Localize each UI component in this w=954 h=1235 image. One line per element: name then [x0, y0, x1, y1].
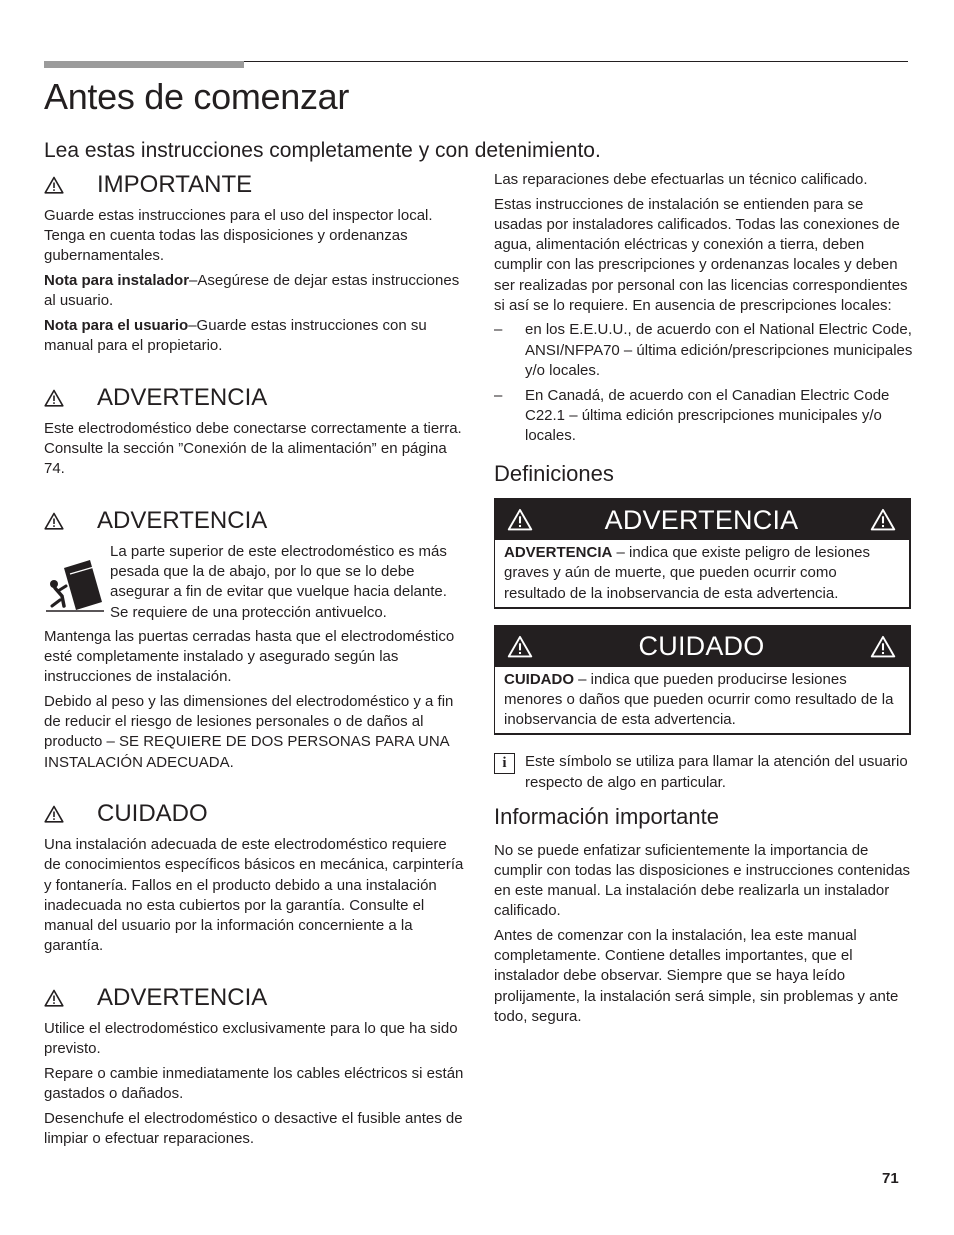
- advertencia-3-p2: Repare o cambie inmediatamente los cables eléctricos si están gastados o dañados.: [44, 1064, 464, 1103]
- left-column: [44, 170, 464, 1154]
- cuidado-box-title: CUIDADO: [638, 631, 765, 662]
- top-rule-accent: [44, 61, 244, 68]
- tip-over-text: La parte superior de este electrodoméstico es más pesada que la de abajo, por lo que se lo debe asegurar a fin de evitar que vuelque hacia delante. Se requiere de una protección antivuelco.: [110, 543, 447, 621]
- page-title: Antes de comenzar: [44, 76, 350, 117]
- importante-p1: Guarde estas instrucciones para el uso del inspector local. Tenga en cuenta todas las disposiciones y ordenanzas gubernamentales.: [44, 207, 433, 265]
- importante-heading: [44, 170, 464, 200]
- advertencia-heading-3: [44, 983, 464, 1013]
- advertencia-heading-2: [44, 506, 464, 536]
- definiciones-heading: Definiciones: [494, 461, 614, 487]
- info-icon: i: [494, 753, 515, 774]
- warning-triangle-icon: [44, 805, 64, 823]
- informacion-heading: Información importante: [494, 803, 719, 829]
- importante-section: [44, 170, 464, 356]
- advertencia-2-p2: Debido al peso y las dimensiones del electrodoméstico y a fin de reducir el riesgo de lesiones personales o de daños al producto – SE REQUIERE DE DOS PERSONAS PARA UNA INSTALACIÓN ADECUADA.: [44, 692, 454, 771]
- advertencia-heading-1: [44, 383, 464, 413]
- advertencia-section-1: [44, 383, 464, 480]
- advertencia-box-header: [495, 499, 909, 540]
- informacion-p1: No se puede enfatizar suficientemente la importancia de cumplir con todas las disposiciones e instrucciones contenidas en este manual. La instalación debe realizarla un instalador calificado.: [494, 841, 911, 920]
- cuidado-term: CUIDADO: [504, 670, 574, 688]
- cuidado-definition: – indica que pueden producirse lesiones menores o daños que pueden ocurrir como resultado de la inobservancia de esta advertencia.: [504, 670, 894, 729]
- advertencia-3-p1: Utilice el electrodoméstico exclusivamente para lo que ha sido previsto.: [44, 1019, 458, 1058]
- advertencia-definition-box: [494, 498, 911, 609]
- warning-triangle-icon: [44, 512, 64, 530]
- tip-over-figure-row: [44, 542, 464, 623]
- nota-instalador-text: –Asegúrese de dejar estas instrucciones al usuario.: [44, 272, 460, 310]
- cuidado-definition-box: [494, 625, 911, 736]
- informacion-p2: Antes de comenzar con la instalación, lea este manual completamente. Contiene detalles importantes, que el instalador debe observar. Siempre que se haya leído prolijamente, la instalación será simple, sin problemas y ante todo, segura.: [494, 927, 899, 1025]
- advertencia-box-body: [495, 540, 909, 607]
- advertencia-3-p3: Desenchufe el electrodoméstico o desactive el fusible antes de limpiar o efectuar reparaciones.: [44, 1109, 463, 1147]
- warning-triangle-icon: [507, 508, 533, 531]
- advertencia-1-p1: Este electrodoméstico debe conectarse correctamente a tierra. Consulte la sección ”Conexión de la alimentación” en página 74.: [44, 419, 462, 478]
- advertencia-title-1: ADVERTENCIA: [97, 383, 268, 411]
- tip-over-figure: [44, 542, 110, 622]
- warning-triangle-icon: [44, 389, 64, 407]
- advertencia-definition: – indica que existe peligro de lesiones graves y aún de muerte, que pueden ocurrir como resultado de la inobservancia de esta advertencia.: [504, 544, 871, 602]
- page-number: 71: [882, 1170, 899, 1187]
- list-item: – en los E.E.U.U., de acuerdo con el National Electric Code, ANSI/NFPA70 – última edición/prescripciones municipales y/o locales.: [494, 320, 914, 381]
- cuidado-title: CUIDADO: [97, 800, 208, 828]
- warning-triangle-icon: [870, 508, 896, 531]
- warning-triangle-icon: [44, 176, 64, 194]
- info-symbol-row: [494, 752, 914, 792]
- prescriptions-list: [494, 320, 914, 446]
- warning-triangle-icon: [44, 989, 64, 1007]
- advertencia-title-2: ADVERTENCIA: [97, 506, 268, 534]
- cuidado-box-body: [495, 667, 909, 734]
- cuidado-section: [44, 799, 464, 956]
- info-symbol-text: Este símbolo se utiliza para llamar la atención del usuario respecto de algo en particular.: [525, 753, 908, 791]
- advertencia-section-3: [44, 983, 464, 1149]
- right-p2: Estas instrucciones de instalación se entienden para se usadas por instaladores calificados. Todas las conexiones de agua, alimentación eléctricas y conexión a tierra, deben cumplir con las prescripciones y ordenanzas locales y deben ser realizadas por personal con las licencias correspondientes si así se lo requiere. En ausencia de prescripciones locales:: [494, 195, 908, 314]
- warning-triangle-icon: [870, 635, 896, 658]
- right-column: [494, 170, 914, 1032]
- nota-instalador: [44, 271, 464, 311]
- warning-triangle-icon: [507, 635, 533, 658]
- nota-usuario: [44, 316, 464, 356]
- list-item: – En Canadá, de acuerdo con el Canadian Electric Code C22.1 – última edición prescripciones municipales y/o locales.: [494, 386, 914, 447]
- advertencia-2-p1: Mantenga las puertas cerradas hasta que el electrodoméstico esté completamente instalado y asegurado según las instrucciones de instalación.: [44, 627, 455, 686]
- nota-usuario-text: –Guarde estas instrucciones con su manual para el propietario.: [44, 317, 427, 355]
- advertencia-section-2: [44, 506, 464, 773]
- importante-title: IMPORTANTE: [97, 170, 253, 198]
- nota-usuario-lead: Nota para el usuario: [44, 317, 189, 335]
- tip-over-warning-icon: [44, 556, 104, 616]
- right-p1: Las reparaciones debe efectuarlas un técnico calificado.: [494, 171, 868, 188]
- cuidado-box-header: [495, 626, 909, 667]
- advertencia-term: ADVERTENCIA: [504, 544, 613, 562]
- cuidado-heading: [44, 799, 464, 829]
- cuidado-p1: Una instalación adecuada de este electrodoméstico requiere de conocimientos específicos básicos en mecánica, carpintería y fontanería. Fallos en el producto debido a una instalación inadecuada no esta cubiertos por la garantía. Consulte el manual del usuario por la información concerniente a la garantía.: [44, 836, 464, 955]
- nota-instalador-lead: Nota para instalador: [44, 272, 190, 290]
- advertencia-box-title: ADVERTENCIA: [604, 504, 799, 535]
- page-subtitle: Lea estas instrucciones completamente y con detenimiento.: [44, 139, 601, 162]
- advertencia-title-3: ADVERTENCIA: [97, 983, 268, 1011]
